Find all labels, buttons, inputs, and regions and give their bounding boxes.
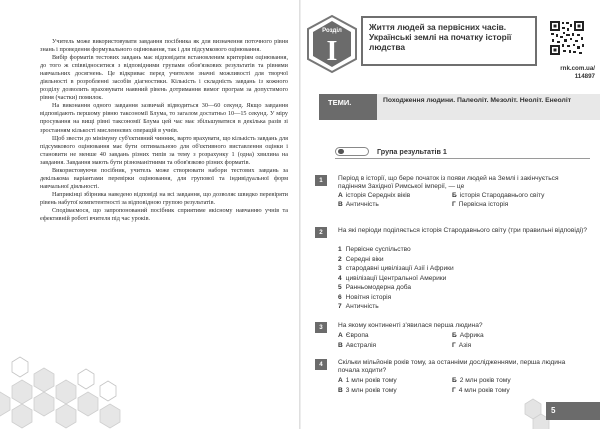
paragraph: Вибір форматів тестових завдань має відповідати встановленим критеріям оцінювання, до того ж співвідноситися з відповідними групами обов'язкових результатів та рівнями навчальних досягнень. Це відкриває перед учителем значні можливості для творчої діяльності в розробленні засобів діагностики. Кількість і складність завдань із кожного розділу дозволить враховувати наявний рівень дотримання вимог програм за допустимого рівня (частки) помилок.	[40, 54, 288, 102]
chapter-title-box	[361, 16, 537, 66]
list-item[interactable]: 7 Античність	[338, 303, 379, 310]
answer-option[interactable]: В Австралія	[338, 342, 377, 349]
question-text: Скільки мільйонів років тому, за останніми дослідженнями, перша людина почала ходити?	[338, 359, 566, 374]
answer-option[interactable]: Б 2 млн років тому	[452, 377, 511, 384]
answer-option[interactable]: Г Первісна історія	[452, 201, 509, 208]
question-text: На які періоди поділяється історія Стародавнього світу (три правильні відповіді)?	[338, 227, 587, 234]
group-label: Група результатів 1	[377, 147, 447, 156]
site-link[interactable]	[539, 65, 595, 80]
page-number: 5	[546, 402, 600, 420]
list-item[interactable]: 6 Новітня історія	[338, 293, 392, 301]
question-number: 1	[315, 175, 327, 186]
chapter-badge	[305, 14, 359, 74]
list-item[interactable]: 5 Ранньомодерна доба	[338, 284, 412, 291]
chapter-title: Життя людей за первісних часів. Українські землі на початку історії людства	[369, 22, 512, 52]
answer-option[interactable]: Г Азія	[452, 342, 472, 349]
qr-code-icon[interactable]	[549, 20, 585, 56]
themes-row	[319, 94, 600, 120]
answer-option[interactable]: А Європа	[338, 332, 369, 339]
left-page-text	[40, 38, 288, 223]
chapter-numeral: I	[326, 36, 338, 67]
right-page	[301, 0, 600, 429]
chapter-word: Розділ	[322, 28, 342, 34]
themes-text: Походження людини. Палеоліт. Мезоліт. Неоліт. Енеоліт	[383, 97, 572, 104]
question-text: На якому континенті з'явилася перша людина?	[338, 322, 483, 329]
answer-option[interactable]: В Античність	[338, 201, 379, 208]
themes-label: ТЕМИ.	[319, 94, 377, 120]
list-item[interactable]: 4 цивілізації Центральної Америки	[338, 274, 447, 282]
answer-option[interactable]: А 1 млн років тому	[338, 377, 397, 384]
results-group-header	[335, 146, 590, 158]
group-toggle[interactable]	[335, 147, 369, 156]
answer-list	[338, 246, 588, 314]
question-1	[315, 175, 591, 219]
answer-option[interactable]: Б Африка	[452, 332, 484, 339]
paragraph: Сподіваємося, що запропонований посібник сприятиме якісному навчанню учнів та ефективній роботі вчителя під час уроків.	[40, 206, 288, 223]
question-number: 2	[315, 227, 327, 238]
question-3	[315, 322, 591, 354]
toggle-knob	[338, 149, 344, 154]
question-number: 4	[315, 359, 327, 370]
hexagon-decoration	[0, 324, 130, 429]
question-number: 3	[315, 322, 327, 333]
list-item[interactable]: 3 стародавні цивілізації Азії і Африки	[338, 265, 454, 272]
paragraph: Учитель може використовувати завдання посібника як для визначення поточного рівня знань і проведення формувального оцінювання, так і для підсумкового оцінювання.	[40, 38, 288, 54]
paragraph: На виконання одного завдання зазвичай відводиться 30—60 секунд. Якщо завдання відповідають першому рівню таксономії Блума, то загалом достатньо 10—15 секунд. У міру просування на вищі рівні таксономії Блума цей час має збільшуватися в декілька разів зі зростанням кількості мисленнєвих операцій в учнів.	[40, 102, 288, 134]
answer-options	[338, 332, 588, 352]
answer-option[interactable]: Г 4 млн років тому	[452, 387, 510, 394]
paragraph: Використовуючи посібник, учитель може створювати набори тестових завдань за декількома варіантами перевірки оцінювання, для групової та індивідуальної форм навчальної діяльності.	[40, 166, 288, 190]
site-url: rnk.com.ua/	[560, 65, 595, 72]
answer-option[interactable]: А історія Середніх віків	[338, 192, 411, 199]
paragraph: Наприкінці збірника наведено відповіді на всі завдання, що дозволяє швидко перевіряти рівень набутої компетентності за відповідною групою результатів.	[40, 190, 288, 206]
answer-option[interactable]: Б історія Стародавнього світу	[452, 192, 545, 199]
question-text: Період в історії, що бере початок із появи людей на Землі і закінчується падінням Західної Римської імперії, — це	[338, 175, 559, 190]
paragraph: Щоб звести до мінімуму суб'єктивний чинник, варто врахувати, що кількість завдань для підсумкового оцінювання має бути оптимальною для об'єктивного виставлення оцінки і становити не менше 40 завдань різних типів за тему з розрахунку 1 (одна) хвилина на завдання. Завдання мають бути різноманітними та обов'язково різних форматів.	[40, 134, 288, 166]
answer-option[interactable]: В 3 млн років тому	[338, 387, 397, 394]
list-item[interactable]: 2 Середні віки	[338, 255, 384, 263]
divider	[335, 158, 590, 159]
answer-options	[338, 192, 588, 212]
question-2	[315, 227, 591, 317]
site-code: 114897	[574, 72, 595, 80]
list-item[interactable]: 1 Первісне суспільство	[338, 246, 411, 253]
chapter-header	[301, 8, 600, 80]
